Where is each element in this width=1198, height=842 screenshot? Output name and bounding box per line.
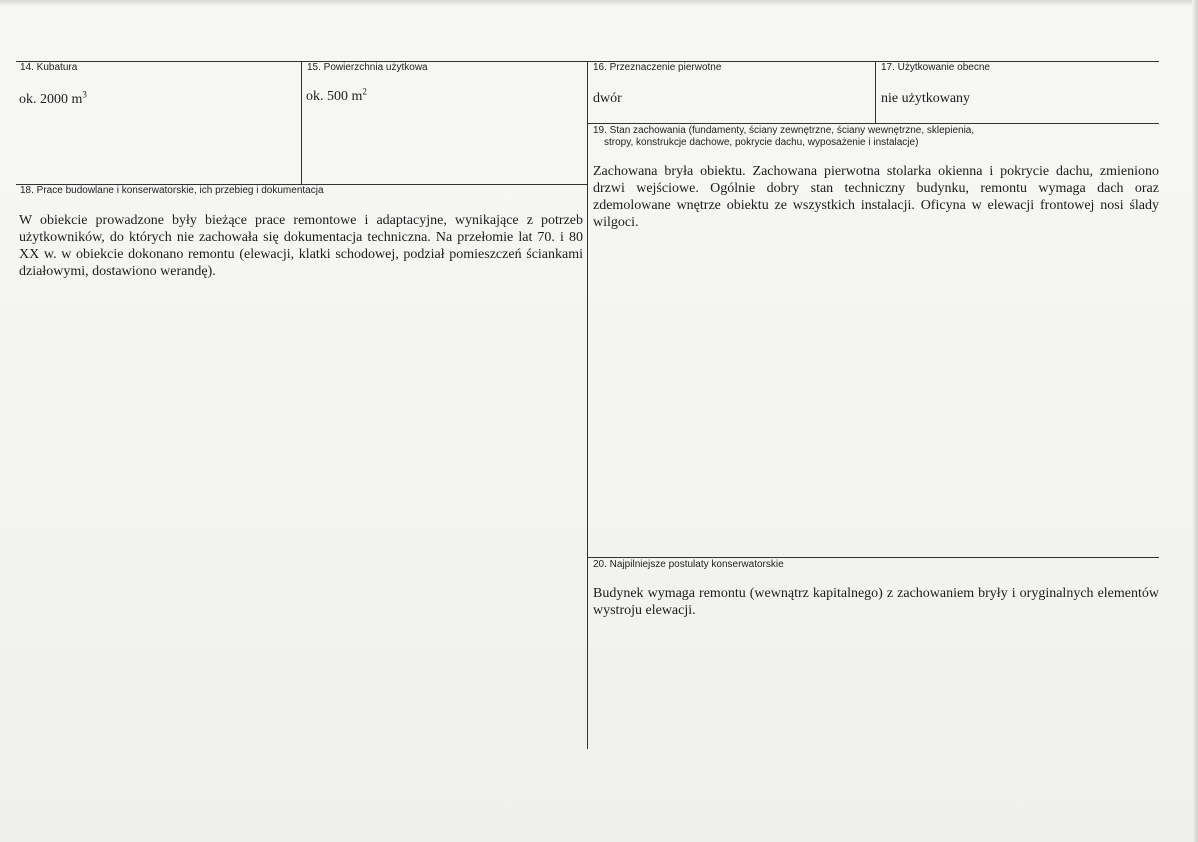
field-16-value: dwór [593, 91, 622, 106]
field-17-label: 17. Użytkowanie obecne [881, 62, 990, 73]
field-14-label: 14. Kubatura [20, 62, 78, 73]
field-15-value-text: ok. 500 m [306, 89, 363, 104]
field-14-value [19, 91, 87, 108]
field-14-value-text: ok. 2000 m [19, 92, 83, 107]
divider-center [587, 61, 588, 749]
field-15-label: 15. Powierzchnia użytkowa [307, 62, 428, 73]
field-20-label: 20. Najpilniejsze postulaty konserwatorskie [593, 559, 784, 570]
field-15-value [306, 88, 367, 105]
divider-16-17 [875, 61, 876, 123]
field-16-label: 16. Przeznaczenie pierwotne [593, 62, 722, 73]
field-17-value: nie użytkowany [881, 91, 971, 106]
divider-20-top [587, 557, 1159, 558]
field-15-value-exponent: 2 [362, 86, 367, 97]
scan-top-shadow [0, 0, 1198, 6]
scan-right-edge [1192, 0, 1198, 842]
field-19-label-line-2: stropy, konstrukcje dachowe, pokrycie dachu, wyposażenie i instalacje) [604, 137, 919, 148]
field-18-label: 18. Prace budowlane i konserwatorskie, ich przebieg i dokumentacja [20, 185, 324, 196]
field-19-label-line-1: 19. Stan zachowania (fundamenty, ściany zewnętrzne, ściany wewnętrzne, sklepienia, [593, 125, 975, 136]
field-19-value: Zachowana bryła obiektu. Zachowana pierwotna stolarka okienna i pokrycie dachu, zmieniono drzwi wejściowe. Ogólnie dobry stan techniczny budynku, remontu wymaga dach oraz zdemolowane wnętrze obiektu ze wszystkich instalacji. Oficyna w elewacji frontowej nosi ślady wilgoci. [593, 164, 1159, 230]
divider-19-top [587, 123, 1159, 124]
field-14-value-exponent: 3 [82, 89, 87, 100]
field-19-label [593, 125, 1153, 149]
field-20-value: Budynek wymaga remontu (wewnątrz kapitalnego) z zachowaniem bryły i oryginalnych elementów wystroju elewacji. [593, 586, 1159, 618]
field-18-value: W obiekcie prowadzone były bieżące prace remontowe i adaptacyjne, wynikające z potrzeb użytkowników, do których nie zachowała się dokumentacja techniczna. Na przełomie lat 70. i 80 XX w. w obiekcie dokonano remontu (elewacji, klatki schodowej, podział pomieszczeń ściankami działowymi, dostawiono werandę). [19, 213, 583, 279]
divider-14-15 [301, 61, 302, 184]
